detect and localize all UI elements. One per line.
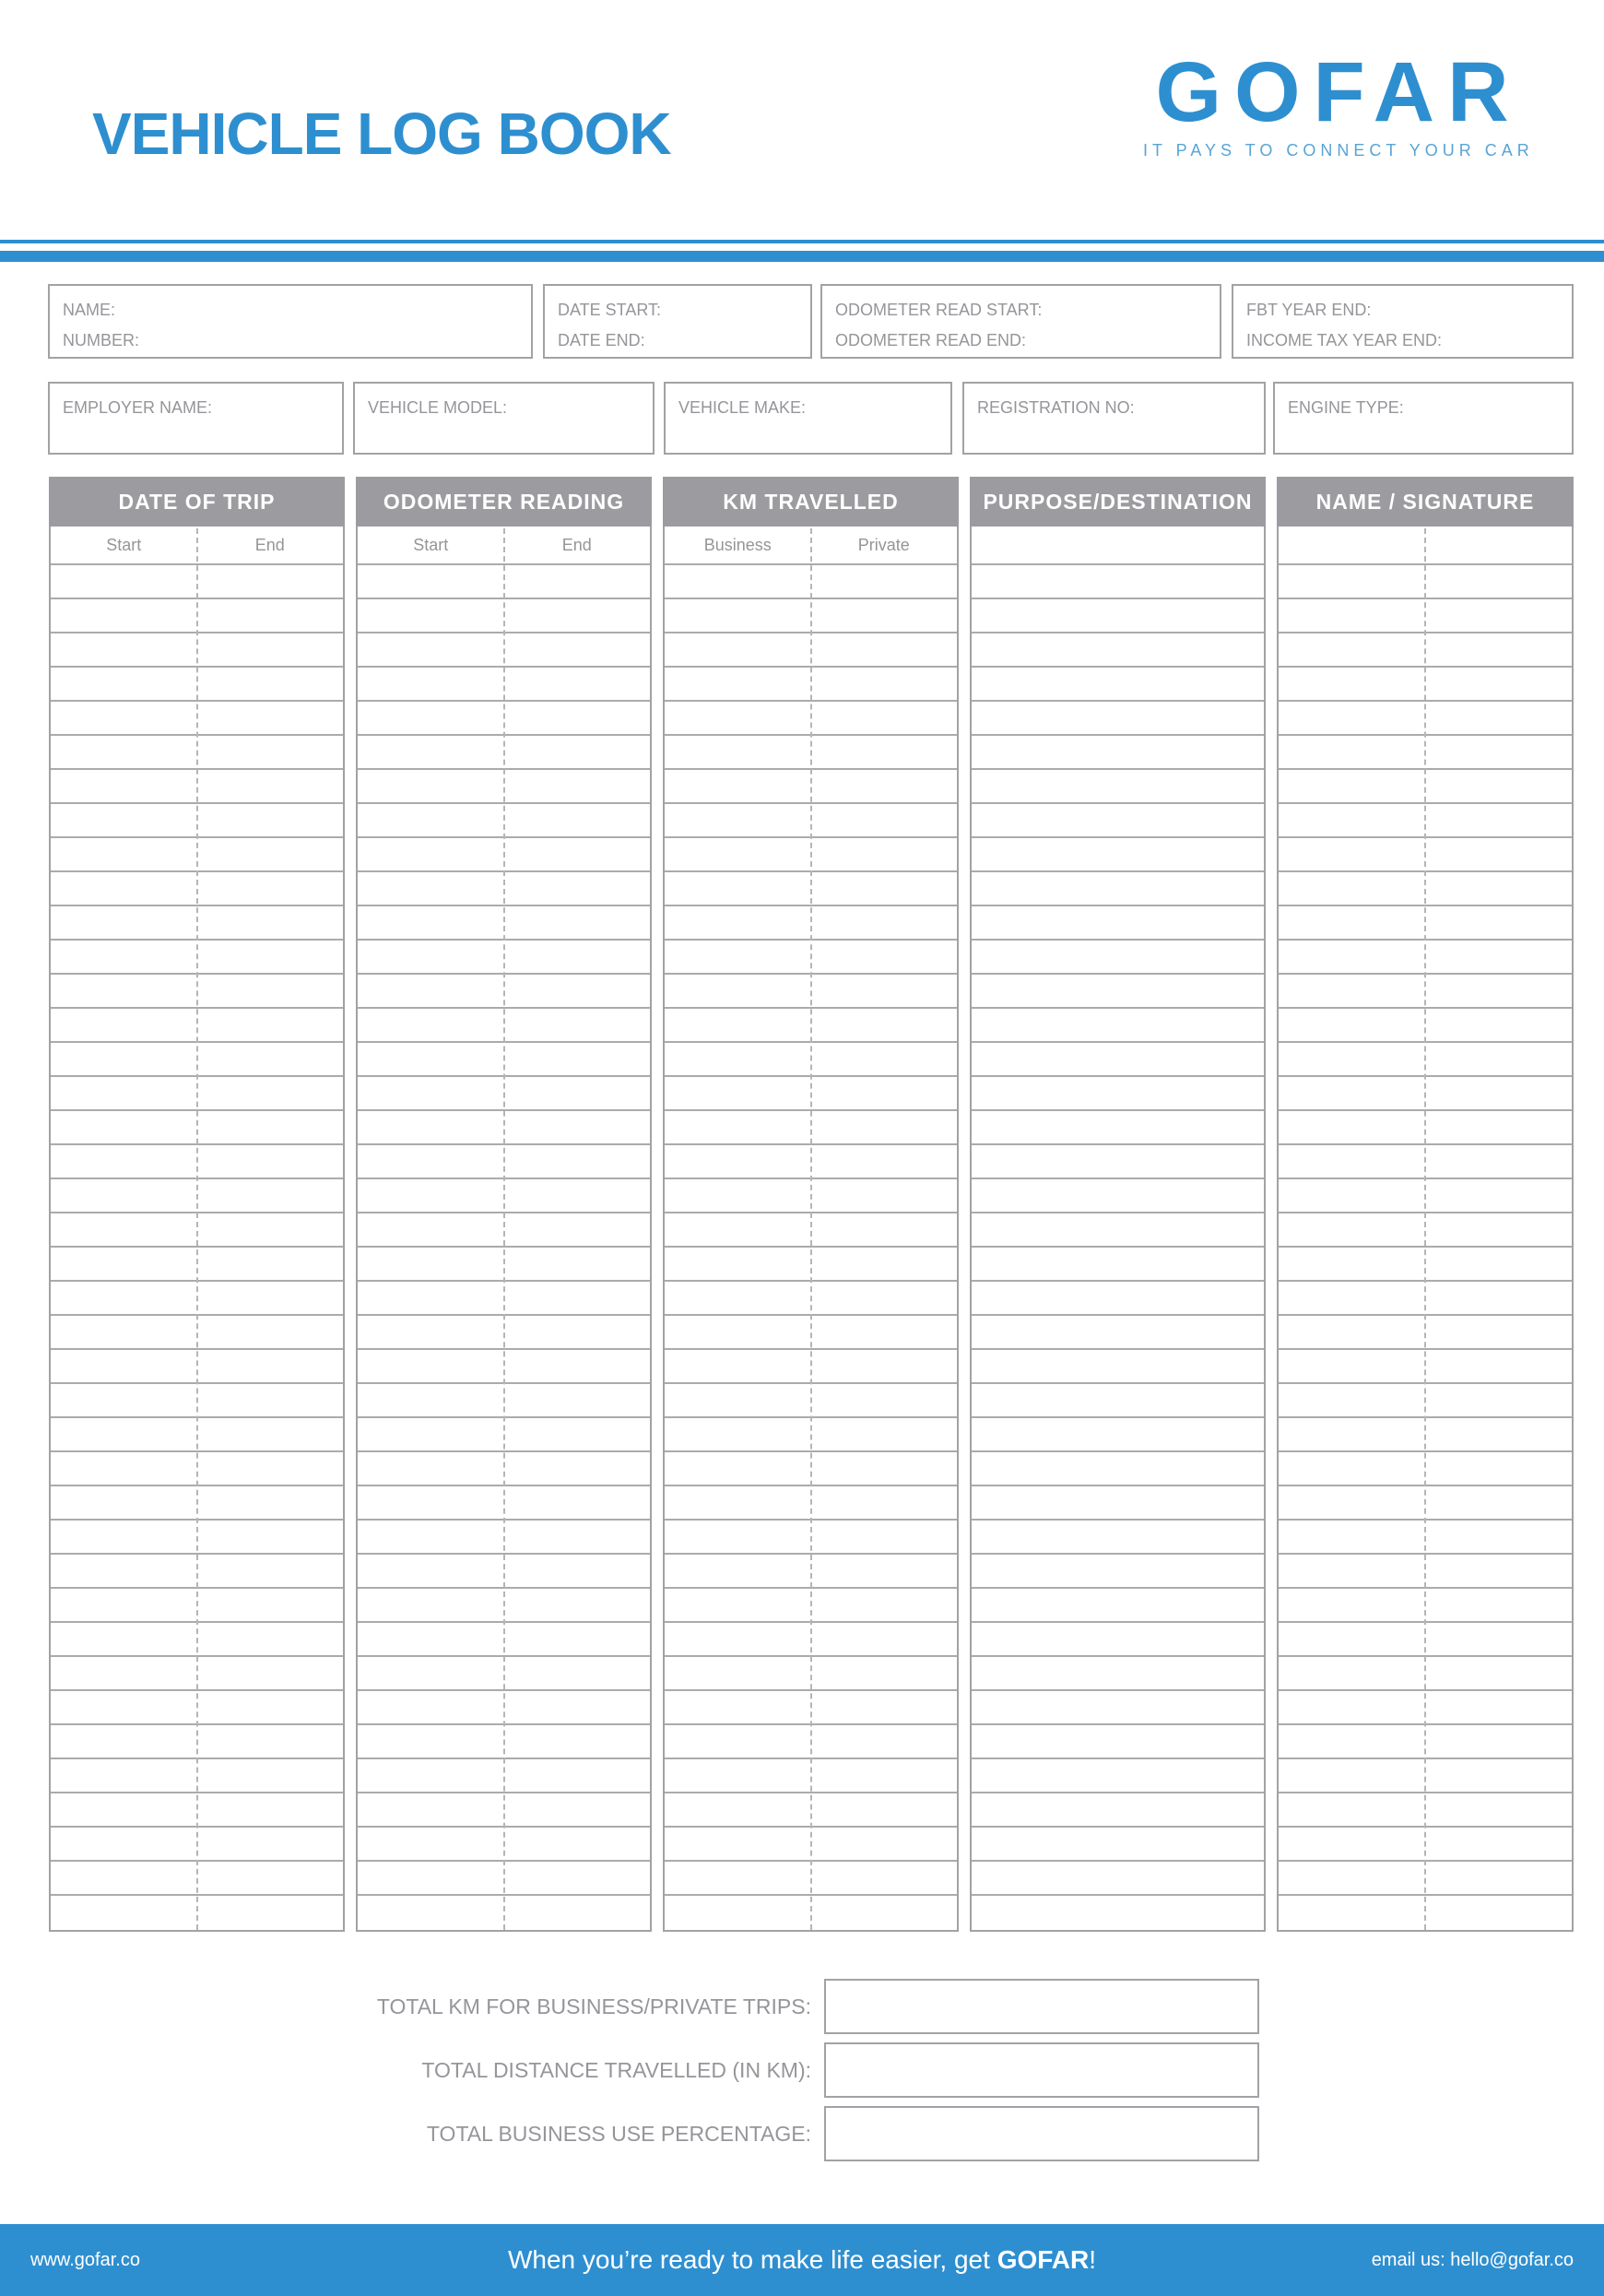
total-distance-field[interactable] bbox=[824, 2042, 1259, 2098]
log-row-cell[interactable] bbox=[665, 1691, 957, 1725]
log-row-cell[interactable] bbox=[665, 1657, 957, 1691]
field-label: VEHICLE MAKE: bbox=[678, 398, 807, 417]
log-row-cell[interactable] bbox=[665, 668, 957, 702]
log-row-cell[interactable] bbox=[665, 1043, 957, 1077]
field-label: DATE END: bbox=[558, 331, 645, 349]
log-row-cell[interactable] bbox=[665, 872, 957, 906]
log-row-cell[interactable] bbox=[1279, 668, 1572, 702]
field-box[interactable] bbox=[1232, 284, 1574, 359]
log-row-cell[interactable] bbox=[665, 1725, 957, 1759]
log-row-cell[interactable] bbox=[1279, 1316, 1572, 1350]
log-row-cell[interactable] bbox=[972, 804, 1264, 838]
log-row-cell[interactable] bbox=[1279, 1009, 1572, 1043]
field-label: ODOMETER READ END: bbox=[835, 331, 1027, 349]
field-label: NAME: bbox=[63, 301, 116, 319]
column-body bbox=[972, 565, 1264, 1930]
field-label: DATE START: bbox=[558, 301, 662, 319]
log-row-cell[interactable] bbox=[665, 1248, 957, 1282]
log-row-cell[interactable] bbox=[972, 872, 1264, 906]
column-body bbox=[1279, 565, 1572, 1930]
log-row-cell[interactable] bbox=[972, 1111, 1264, 1145]
log-row-cell[interactable] bbox=[665, 1759, 957, 1793]
log-row-cell[interactable] bbox=[1279, 1145, 1572, 1179]
log-row-cell[interactable] bbox=[1279, 702, 1572, 736]
log-row-cell[interactable] bbox=[358, 1623, 650, 1657]
log-row-cell[interactable] bbox=[972, 975, 1264, 1009]
log-row-cell[interactable] bbox=[972, 1486, 1264, 1521]
field-label: ODOMETER READ START: bbox=[835, 301, 1043, 319]
log-row-cell[interactable] bbox=[51, 1452, 343, 1486]
log-row-cell[interactable] bbox=[1279, 1043, 1572, 1077]
log-row-cell[interactable] bbox=[972, 1452, 1264, 1486]
total-km-business-private-row bbox=[0, 1979, 1604, 2034]
log-row-cell[interactable] bbox=[1279, 1521, 1572, 1555]
log-row-cell[interactable] bbox=[51, 906, 343, 941]
log-row-cell[interactable] bbox=[1279, 975, 1572, 1009]
log-row-cell[interactable] bbox=[1279, 1213, 1572, 1248]
gofar-logo: GOFAR bbox=[1155, 45, 1522, 139]
log-row-cell[interactable] bbox=[1279, 1282, 1572, 1316]
log-row-cell[interactable] bbox=[972, 1316, 1264, 1350]
log-row-cell[interactable] bbox=[972, 702, 1264, 736]
sub-header-row bbox=[665, 527, 957, 565]
log-row-cell[interactable] bbox=[358, 941, 650, 975]
log-row-cell[interactable] bbox=[972, 1043, 1264, 1077]
sub-header-label: Start bbox=[106, 535, 142, 554]
log-row-cell[interactable] bbox=[1279, 1623, 1572, 1657]
log-row-cell[interactable] bbox=[51, 1350, 343, 1384]
log-row-cell[interactable] bbox=[51, 838, 343, 872]
field-box[interactable] bbox=[48, 382, 344, 455]
footer-cta-brand: GOFAR bbox=[997, 2245, 1090, 2274]
total-business-use-label: TOTAL BUSINESS USE PERCENTAGE: bbox=[426, 2121, 811, 2146]
log-row-cell[interactable] bbox=[51, 1589, 343, 1623]
field-box[interactable] bbox=[1273, 382, 1574, 455]
log-row-cell[interactable] bbox=[1279, 1452, 1572, 1486]
column-header: PURPOSE/DESTINATION bbox=[970, 477, 1266, 527]
log-row-cell[interactable] bbox=[1279, 633, 1572, 668]
log-row-cell[interactable] bbox=[665, 1418, 957, 1452]
log-row-cell[interactable] bbox=[51, 736, 343, 770]
log-row-cell[interactable] bbox=[51, 872, 343, 906]
log-row-cell[interactable] bbox=[51, 1384, 343, 1418]
sub-header-row bbox=[972, 527, 1264, 565]
log-row-cell[interactable] bbox=[358, 1725, 650, 1759]
divider-rule-thick bbox=[0, 251, 1604, 262]
brand-block bbox=[1143, 45, 1534, 160]
total-km-business-private-label: TOTAL KM FOR BUSINESS/PRIVATE TRIPS: bbox=[376, 1994, 811, 2018]
table-group bbox=[1277, 477, 1574, 1932]
log-row-cell[interactable] bbox=[1279, 1896, 1572, 1930]
log-row-cell[interactable] bbox=[665, 804, 957, 838]
log-row-cell[interactable] bbox=[358, 1282, 650, 1316]
log-row-cell[interactable] bbox=[1279, 804, 1572, 838]
log-row-cell[interactable] bbox=[1279, 1759, 1572, 1793]
log-row-cell[interactable] bbox=[358, 1896, 650, 1930]
log-row-cell[interactable] bbox=[358, 633, 650, 668]
total-business-use-field[interactable] bbox=[824, 2106, 1259, 2161]
field-label: REGISTRATION NO: bbox=[977, 398, 1135, 417]
log-row-cell[interactable] bbox=[1279, 1077, 1572, 1111]
log-row-cell[interactable] bbox=[358, 599, 650, 633]
log-row-cell[interactable] bbox=[51, 1077, 343, 1111]
log-row-cell[interactable] bbox=[358, 736, 650, 770]
log-row-cell[interactable] bbox=[51, 1316, 343, 1350]
field-label: INCOME TAX YEAR END: bbox=[1246, 331, 1443, 349]
log-row-cell[interactable] bbox=[51, 804, 343, 838]
footer-cta-suffix: ! bbox=[1089, 2245, 1097, 2274]
log-row-cell[interactable] bbox=[972, 668, 1264, 702]
log-row-cell[interactable] bbox=[665, 1350, 957, 1384]
log-row-cell[interactable] bbox=[358, 838, 650, 872]
sub-header-row bbox=[51, 527, 343, 565]
table-group bbox=[663, 477, 959, 1932]
log-row-cell[interactable] bbox=[1279, 770, 1572, 804]
log-row-cell[interactable] bbox=[358, 565, 650, 599]
divider-rule-thin bbox=[0, 240, 1604, 243]
log-row-cell[interactable] bbox=[972, 1384, 1264, 1418]
log-row-cell[interactable] bbox=[665, 736, 957, 770]
log-row-cell[interactable] bbox=[51, 1009, 343, 1043]
log-row-cell[interactable] bbox=[51, 702, 343, 736]
field-box[interactable] bbox=[962, 382, 1266, 455]
log-row-cell[interactable] bbox=[51, 1759, 343, 1793]
log-row-cell[interactable] bbox=[51, 1418, 343, 1452]
log-row-cell[interactable] bbox=[972, 1793, 1264, 1828]
log-row-cell[interactable] bbox=[972, 906, 1264, 941]
log-row-cell[interactable] bbox=[51, 1555, 343, 1589]
footer-cta bbox=[508, 2245, 1096, 2275]
log-row-cell[interactable] bbox=[358, 1077, 650, 1111]
field-box[interactable] bbox=[48, 284, 533, 359]
footer-email-link[interactable]: email us: hello@gofar.co bbox=[1371, 2249, 1574, 2270]
column-body bbox=[51, 565, 343, 1930]
log-row-cell[interactable] bbox=[358, 1248, 650, 1282]
log-row-cell[interactable] bbox=[665, 1555, 957, 1589]
sub-header-label: End bbox=[254, 535, 285, 554]
footer-website-link[interactable]: www.gofar.co bbox=[30, 2249, 140, 2270]
log-row-cell[interactable] bbox=[665, 1316, 957, 1350]
log-row-cell[interactable] bbox=[972, 1657, 1264, 1691]
log-row-cell[interactable] bbox=[358, 668, 650, 702]
log-row-cell[interactable] bbox=[1279, 1384, 1572, 1418]
log-row-cell[interactable] bbox=[51, 1828, 343, 1862]
log-row-cell[interactable] bbox=[972, 633, 1264, 668]
sub-header-label: Start bbox=[413, 535, 449, 554]
log-row-cell[interactable] bbox=[972, 1418, 1264, 1452]
log-row-cell[interactable] bbox=[358, 1452, 650, 1486]
total-distance-row bbox=[0, 2042, 1604, 2098]
log-row-cell[interactable] bbox=[1279, 1486, 1572, 1521]
log-row-cell[interactable] bbox=[665, 702, 957, 736]
log-row-cell[interactable] bbox=[665, 1589, 957, 1623]
sub-header-label: End bbox=[561, 535, 592, 554]
log-row-cell[interactable] bbox=[51, 1896, 343, 1930]
column-body bbox=[358, 565, 650, 1930]
sub-header-label: Private bbox=[857, 535, 910, 554]
log-row-cell[interactable] bbox=[51, 770, 343, 804]
brand-tagline: IT PAYS TO CONNECT YOUR CAR bbox=[1143, 140, 1534, 160]
column-header: ODOMETER READING bbox=[356, 477, 652, 527]
log-row-cell[interactable] bbox=[51, 1145, 343, 1179]
log-row-cell[interactable] bbox=[972, 838, 1264, 872]
log-row-cell[interactable] bbox=[665, 1896, 957, 1930]
log-row-cell[interactable] bbox=[972, 1248, 1264, 1282]
log-row-cell[interactable] bbox=[51, 1282, 343, 1316]
table-group bbox=[356, 477, 652, 1932]
log-row-cell[interactable] bbox=[1279, 1589, 1572, 1623]
log-row-cell[interactable] bbox=[1279, 838, 1572, 872]
log-row-cell[interactable] bbox=[51, 633, 343, 668]
log-row-cell[interactable] bbox=[972, 736, 1264, 770]
log-row-cell[interactable] bbox=[665, 838, 957, 872]
log-row-cell[interactable] bbox=[665, 1179, 957, 1213]
log-row-cell[interactable] bbox=[1279, 565, 1572, 599]
log-row-cell[interactable] bbox=[665, 1521, 957, 1555]
log-row-cell[interactable] bbox=[358, 1043, 650, 1077]
log-row-cell[interactable] bbox=[972, 1725, 1264, 1759]
log-row-cell[interactable] bbox=[358, 1350, 650, 1384]
log-row-cell[interactable] bbox=[972, 1009, 1264, 1043]
log-row-cell[interactable] bbox=[51, 565, 343, 599]
log-row-cell[interactable] bbox=[51, 1213, 343, 1248]
log-row-cell[interactable] bbox=[358, 770, 650, 804]
log-row-cell[interactable] bbox=[358, 906, 650, 941]
log-row-cell[interactable] bbox=[51, 1793, 343, 1828]
log-row-cell[interactable] bbox=[358, 975, 650, 1009]
footer-bar bbox=[0, 2224, 1604, 2296]
table-group bbox=[49, 477, 345, 1932]
log-row-cell[interactable] bbox=[972, 1759, 1264, 1793]
total-business-use-row bbox=[0, 2106, 1604, 2161]
field-box[interactable] bbox=[820, 284, 1221, 359]
log-row-cell[interactable] bbox=[1279, 1248, 1572, 1282]
log-row-cell[interactable] bbox=[51, 1111, 343, 1145]
field-label: VEHICLE MODEL: bbox=[368, 398, 508, 417]
log-row-cell[interactable] bbox=[665, 1862, 957, 1896]
log-row-cell[interactable] bbox=[972, 565, 1264, 599]
total-km-business-private-field[interactable] bbox=[824, 1979, 1259, 2034]
log-row-cell[interactable] bbox=[972, 1350, 1264, 1384]
log-row-cell[interactable] bbox=[665, 941, 957, 975]
field-label: FBT YEAR END: bbox=[1246, 301, 1372, 319]
log-row-cell[interactable] bbox=[51, 941, 343, 975]
log-row-cell[interactable] bbox=[1279, 1793, 1572, 1828]
log-row-cell[interactable] bbox=[1279, 1111, 1572, 1145]
log-row-cell[interactable] bbox=[665, 975, 957, 1009]
log-row-cell[interactable] bbox=[358, 1691, 650, 1725]
log-row-cell[interactable] bbox=[51, 1725, 343, 1759]
sub-header-row bbox=[1279, 527, 1572, 565]
log-row-cell[interactable] bbox=[51, 1486, 343, 1521]
field-box[interactable] bbox=[543, 284, 812, 359]
log-row-cell[interactable] bbox=[358, 1486, 650, 1521]
log-row-cell[interactable] bbox=[972, 1521, 1264, 1555]
log-row-cell[interactable] bbox=[665, 1623, 957, 1657]
log-row-cell[interactable] bbox=[972, 599, 1264, 633]
page-title: VEHICLE LOG BOOK bbox=[92, 101, 671, 167]
log-row-cell[interactable] bbox=[1279, 1657, 1572, 1691]
log-row-cell[interactable] bbox=[51, 1179, 343, 1213]
log-row-cell[interactable] bbox=[972, 1828, 1264, 1862]
log-row-cell[interactable] bbox=[665, 1009, 957, 1043]
log-row-cell[interactable] bbox=[358, 1316, 650, 1350]
field-label: NUMBER: bbox=[63, 331, 140, 349]
log-row-cell[interactable] bbox=[51, 1862, 343, 1896]
log-row-cell[interactable] bbox=[1279, 1691, 1572, 1725]
log-row-cell[interactable] bbox=[51, 1521, 343, 1555]
log-row-cell[interactable] bbox=[972, 1589, 1264, 1623]
log-row-cell[interactable] bbox=[665, 599, 957, 633]
column-header: NAME / SIGNATURE bbox=[1277, 477, 1574, 527]
log-row-cell[interactable] bbox=[1279, 941, 1572, 975]
log-row-cell[interactable] bbox=[1279, 1828, 1572, 1862]
log-row-cell[interactable] bbox=[358, 1657, 650, 1691]
field-box[interactable] bbox=[664, 382, 952, 455]
log-row-cell[interactable] bbox=[51, 668, 343, 702]
log-row-cell[interactable] bbox=[665, 1077, 957, 1111]
log-row-cell[interactable] bbox=[51, 975, 343, 1009]
column-header: DATE OF TRIP bbox=[49, 477, 345, 527]
log-row-cell[interactable] bbox=[665, 906, 957, 941]
log-row-cell[interactable] bbox=[1279, 736, 1572, 770]
log-row-cell[interactable] bbox=[665, 770, 957, 804]
log-row-cell[interactable] bbox=[665, 1452, 957, 1486]
log-row-cell[interactable] bbox=[665, 1111, 957, 1145]
field-box[interactable] bbox=[353, 382, 655, 455]
log-row-cell[interactable] bbox=[358, 1589, 650, 1623]
log-row-cell[interactable] bbox=[358, 804, 650, 838]
log-row-cell[interactable] bbox=[1279, 599, 1572, 633]
log-row-cell[interactable] bbox=[972, 1145, 1264, 1179]
log-row-cell[interactable] bbox=[1279, 1555, 1572, 1589]
log-row-cell[interactable] bbox=[665, 633, 957, 668]
log-row-cell[interactable] bbox=[972, 1862, 1264, 1896]
column-body bbox=[665, 565, 957, 1930]
log-row-cell[interactable] bbox=[1279, 872, 1572, 906]
log-row-cell[interactable] bbox=[358, 1111, 650, 1145]
log-row-cell[interactable] bbox=[1279, 1350, 1572, 1384]
log-row-cell[interactable] bbox=[358, 1521, 650, 1555]
log-row-cell[interactable] bbox=[358, 1555, 650, 1589]
log-row-cell[interactable] bbox=[51, 599, 343, 633]
log-row-cell[interactable] bbox=[665, 1384, 957, 1418]
log-row-cell[interactable] bbox=[1279, 1862, 1572, 1896]
log-row-cell[interactable] bbox=[358, 1384, 650, 1418]
log-row-cell[interactable] bbox=[972, 1623, 1264, 1657]
footer-cta-text: When you’re ready to make life easier, get bbox=[507, 2245, 997, 2274]
log-row-cell[interactable] bbox=[665, 565, 957, 599]
log-row-cell[interactable] bbox=[358, 1418, 650, 1452]
log-row-cell[interactable] bbox=[358, 1759, 650, 1793]
log-row-cell[interactable] bbox=[972, 1691, 1264, 1725]
log-row-cell[interactable] bbox=[51, 1623, 343, 1657]
field-label: ENGINE TYPE: bbox=[1288, 398, 1404, 417]
log-row-cell[interactable] bbox=[1279, 906, 1572, 941]
log-row-cell[interactable] bbox=[358, 1862, 650, 1896]
log-row-cell[interactable] bbox=[358, 1793, 650, 1828]
log-row-cell[interactable] bbox=[972, 941, 1264, 975]
total-distance-label: TOTAL DISTANCE TRAVELLED (IN KM): bbox=[421, 2057, 811, 2082]
log-row-cell[interactable] bbox=[358, 702, 650, 736]
table-group bbox=[970, 477, 1266, 1932]
log-row-cell[interactable] bbox=[665, 1145, 957, 1179]
log-row-cell[interactable] bbox=[972, 1555, 1264, 1589]
log-row-cell[interactable] bbox=[358, 1009, 650, 1043]
log-row-cell[interactable] bbox=[972, 1213, 1264, 1248]
log-row-cell[interactable] bbox=[1279, 1418, 1572, 1452]
log-row-cell[interactable] bbox=[358, 1213, 650, 1248]
log-row-cell[interactable] bbox=[51, 1657, 343, 1691]
log-row-cell[interactable] bbox=[51, 1691, 343, 1725]
log-row-cell[interactable] bbox=[972, 1282, 1264, 1316]
column-header: KM TRAVELLED bbox=[663, 477, 959, 527]
log-row-cell[interactable] bbox=[51, 1248, 343, 1282]
log-row-cell[interactable] bbox=[51, 1043, 343, 1077]
field-label: EMPLOYER NAME: bbox=[63, 398, 213, 417]
log-row-cell[interactable] bbox=[972, 1179, 1264, 1213]
log-row-cell[interactable] bbox=[358, 1828, 650, 1862]
log-row-cell[interactable] bbox=[665, 1282, 957, 1316]
log-row-cell[interactable] bbox=[358, 872, 650, 906]
log-row-cell[interactable] bbox=[358, 1145, 650, 1179]
log-row-cell[interactable] bbox=[665, 1486, 957, 1521]
sub-header-row bbox=[358, 527, 650, 565]
log-row-cell[interactable] bbox=[665, 1793, 957, 1828]
log-row-cell[interactable] bbox=[972, 770, 1264, 804]
log-row-cell[interactable] bbox=[972, 1077, 1264, 1111]
log-row-cell[interactable] bbox=[665, 1828, 957, 1862]
log-row-cell[interactable] bbox=[358, 1179, 650, 1213]
log-row-cell[interactable] bbox=[972, 1896, 1264, 1930]
log-row-cell[interactable] bbox=[665, 1213, 957, 1248]
log-row-cell[interactable] bbox=[1279, 1725, 1572, 1759]
log-row-cell[interactable] bbox=[1279, 1179, 1572, 1213]
sub-header-label: Business bbox=[703, 535, 772, 554]
